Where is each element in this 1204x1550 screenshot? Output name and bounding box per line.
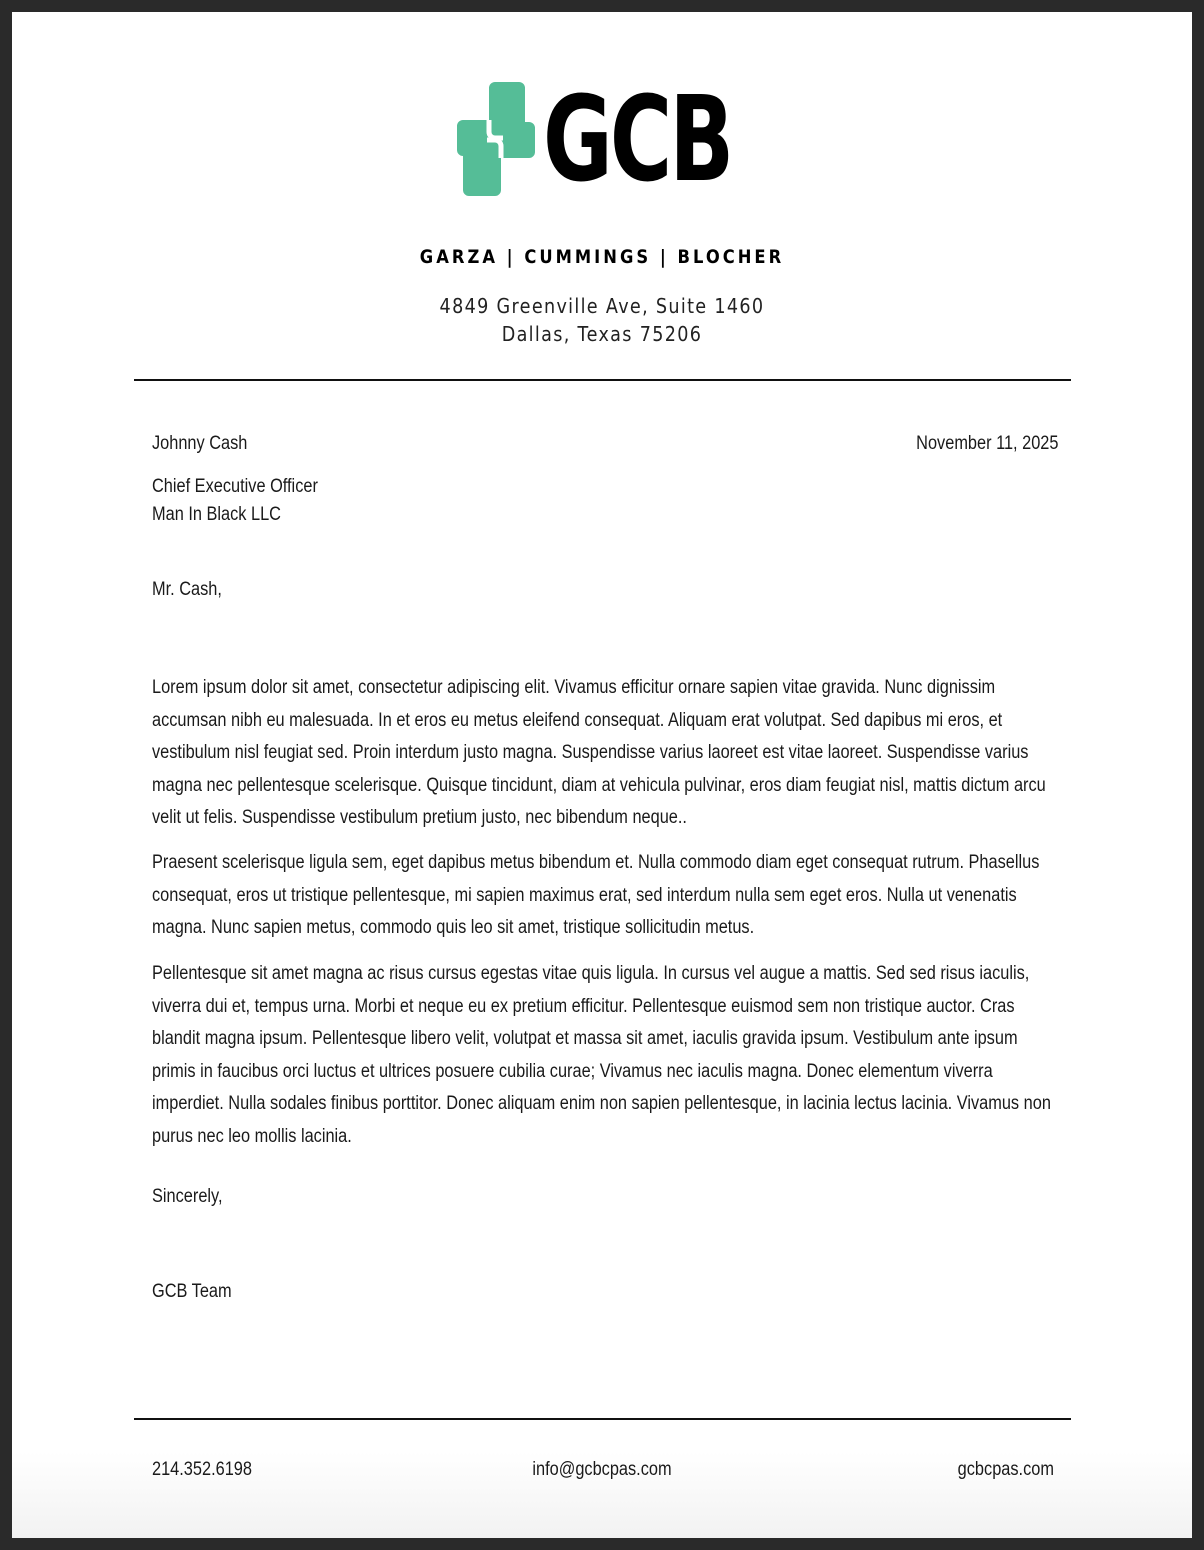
closing: Sincerely, bbox=[152, 1186, 223, 1207]
logo-wordmark: GCB bbox=[543, 70, 732, 208]
salutation: Mr. Cash, bbox=[152, 579, 222, 600]
footer-website-link[interactable]: gcbcpas.com bbox=[957, 1459, 1054, 1480]
signature: GCB Team bbox=[152, 1281, 232, 1302]
body-paragraph-1: Lorem ipsum dolor sit amet, consectetur adipiscing elit. Vivamus efficitur ornare sapien vitae gravida. Nunc dignissim accumsan nibh eu malesuada. In et eros eu metus eleifend consequat. Aliquam erat volutpat. Sed dapibus mi eros, et vestibulum nisl feugiat sed. Proin interdum justo magna. Suspendisse varius laoreet est vitae laoreet. Suspendisse varius magna nec pellentesque scelerisque. Quisque tincidunt, diam at vehicula pulvinar, eros diam feugiat nisl, mattis dictum arcu velit ut felis. Suspendisse vestibulum pretium justo, nec bibendum neque.. bbox=[152, 677, 1046, 828]
firm-name: GARZA | CUMMINGS | BLOCHER bbox=[419, 246, 785, 268]
address-line-2: Dallas, Texas 75206 bbox=[501, 322, 703, 346]
footer-email-link[interactable]: info@gcbcpas.com bbox=[532, 1459, 672, 1480]
letter-page bbox=[12, 12, 1192, 1538]
address-line-1: 4849 Greenville Ave, Suite 1460 bbox=[439, 294, 765, 318]
recipient-title: Chief Executive Officer bbox=[152, 476, 318, 497]
header-divider bbox=[134, 379, 1071, 381]
recipient-company: Man In Black LLC bbox=[152, 504, 281, 525]
footer-phone[interactable]: 214.352.6198 bbox=[152, 1459, 252, 1480]
cross-logo-icon bbox=[457, 82, 535, 196]
body-paragraph-3: Pellentesque sit amet magna ac risus cursus egestas vitae quis ligula. In cursus vel augue a mattis. Sed sed risus iaculis, viverra dui et, tempus urna. Morbi et neque eu ex pretium efficitur. Pellentesque euismod sem non tristique auctor. Cras blandit magna ipsum. Pellentesque libero velit, volutpat et massa sit amet, iaculis gravida ipsum. Vestibulum ante ipsum primis in faucibus orci luctus et ultrices posuere cubilia curae; Vivamus nec iaculis magna. Donec elementum viverra imperdiet. Nulla sodales finibus porttitor. Donec aliquam enim non sapien pellentesque, in lacinia lectus lacinia. Vivamus non purus nec leo mollis lacinia. bbox=[152, 963, 1051, 1147]
footer-divider bbox=[134, 1418, 1071, 1420]
recipient-name: Johnny Cash bbox=[152, 433, 248, 454]
body-paragraph-2: Praesent scelerisque ligula sem, eget dapibus metus bibendum et. Nulla commodo diam eget consequat rutrum. Phasellus consequat, eros ut tristique pellentesque, mi sapien maximus erat, sed interdum nulla sem eget eros. Nulla ut venenatis magna. Nunc sapien metus, commodo quis leo sit amet, tristique sollicitudin metus. bbox=[152, 852, 1040, 938]
company-logo bbox=[457, 70, 757, 208]
letter-date: November 11, 2025 bbox=[915, 433, 1058, 454]
